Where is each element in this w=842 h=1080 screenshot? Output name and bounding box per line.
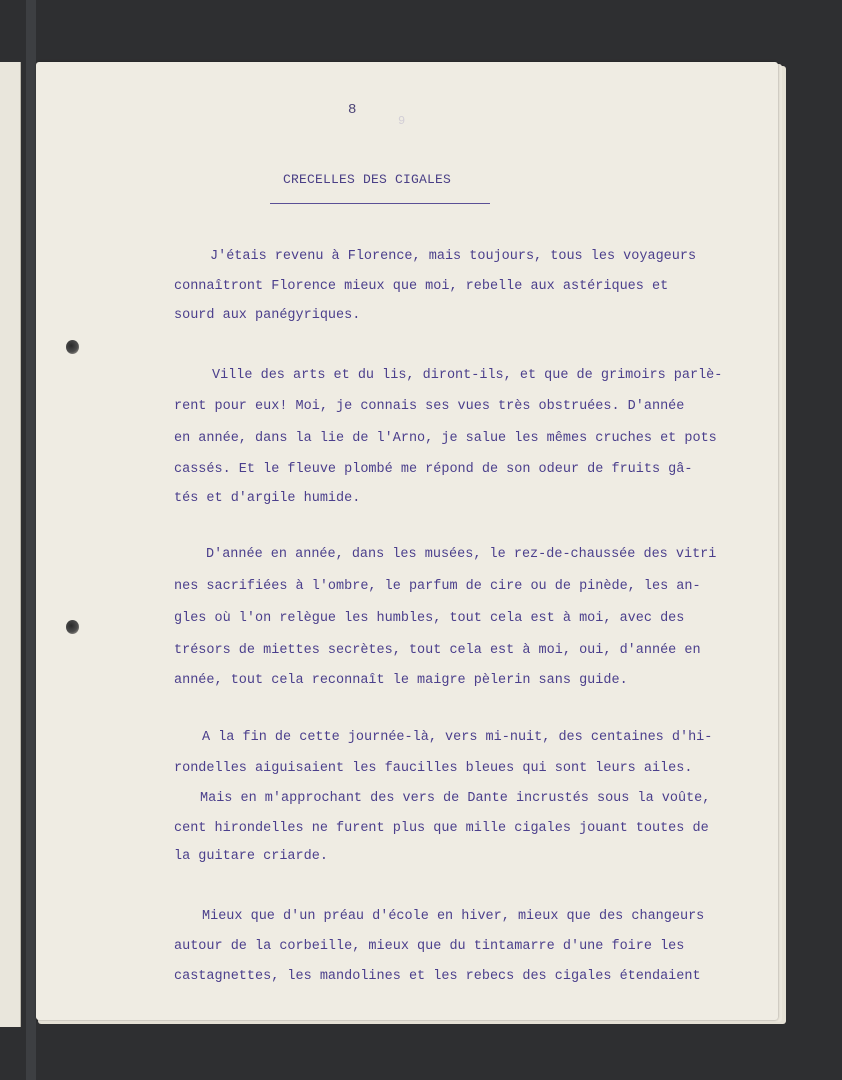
punch-hole-top: [66, 340, 79, 354]
text-line: rent pour eux! Moi, je connais ses vues très obstruées. D'année: [174, 399, 685, 414]
text-line: gles où l'on relègue les humbles, tout cela est à moi, avec des: [174, 611, 685, 626]
text-line: autour de la corbeille, mieux que du tintamarre d'une foire les: [174, 939, 685, 954]
bleed-through-page-number: 9: [398, 114, 406, 128]
text-line: année, tout cela reconnaît le maigre pèlerin sans guide.: [174, 673, 628, 688]
text-line: cent hirondelles ne furent plus que mille cigales jouant toutes de: [174, 821, 709, 836]
page-number: 8: [348, 102, 357, 118]
punch-hole-bottom: [66, 620, 79, 634]
text-line: tés et d'argile humide.: [174, 491, 361, 506]
previous-page-edge: [0, 62, 21, 1027]
text-line: en année, dans la lie de l'Arno, je salue les mêmes cruches et pots: [174, 431, 717, 446]
text-line: Ville des arts et du lis, diront-ils, et que de grimoirs parlè-: [212, 368, 723, 383]
text-line: D'année en année, dans les musées, le rez-de-chaussée des vitri: [206, 547, 717, 562]
text-line: la guitare criarde.: [174, 849, 328, 864]
page-title: CRECELLES DES CIGALES: [283, 172, 452, 187]
title-underline: [270, 203, 490, 204]
text-line: J'étais revenu à Florence, mais toujours, tous les voyageurs: [210, 249, 697, 264]
binding-strip: [26, 0, 36, 1080]
text-line: Mais en m'approchant des vers de Dante incrustés sous la voûte,: [200, 791, 711, 806]
text-line: castagnettes, les mandolines et les rebecs des cigales étendaient: [174, 969, 701, 984]
text-line: trésors de miettes secrètes, tout cela est à moi, oui, d'année en: [174, 643, 701, 658]
text-line: nes sacrifiées à l'ombre, le parfum de cire ou de pinède, les an-: [174, 579, 701, 594]
text-line: A la fin de cette journée-là, vers mi-nuit, des centaines d'hi-: [202, 730, 713, 745]
text-line: rondelles aiguisaient les faucilles bleues qui sont leurs ailes.: [174, 761, 693, 776]
text-line: Mieux que d'un préau d'école en hiver, mieux que des changeurs: [202, 909, 705, 924]
text-line: sourd aux panégyriques.: [174, 308, 361, 323]
text-line: cassés. Et le fleuve plombé me répond de son odeur de fruits gâ-: [174, 462, 693, 477]
document-page: [36, 62, 778, 1020]
text-line: connaîtront Florence mieux que moi, rebelle aux astériques et: [174, 279, 669, 294]
